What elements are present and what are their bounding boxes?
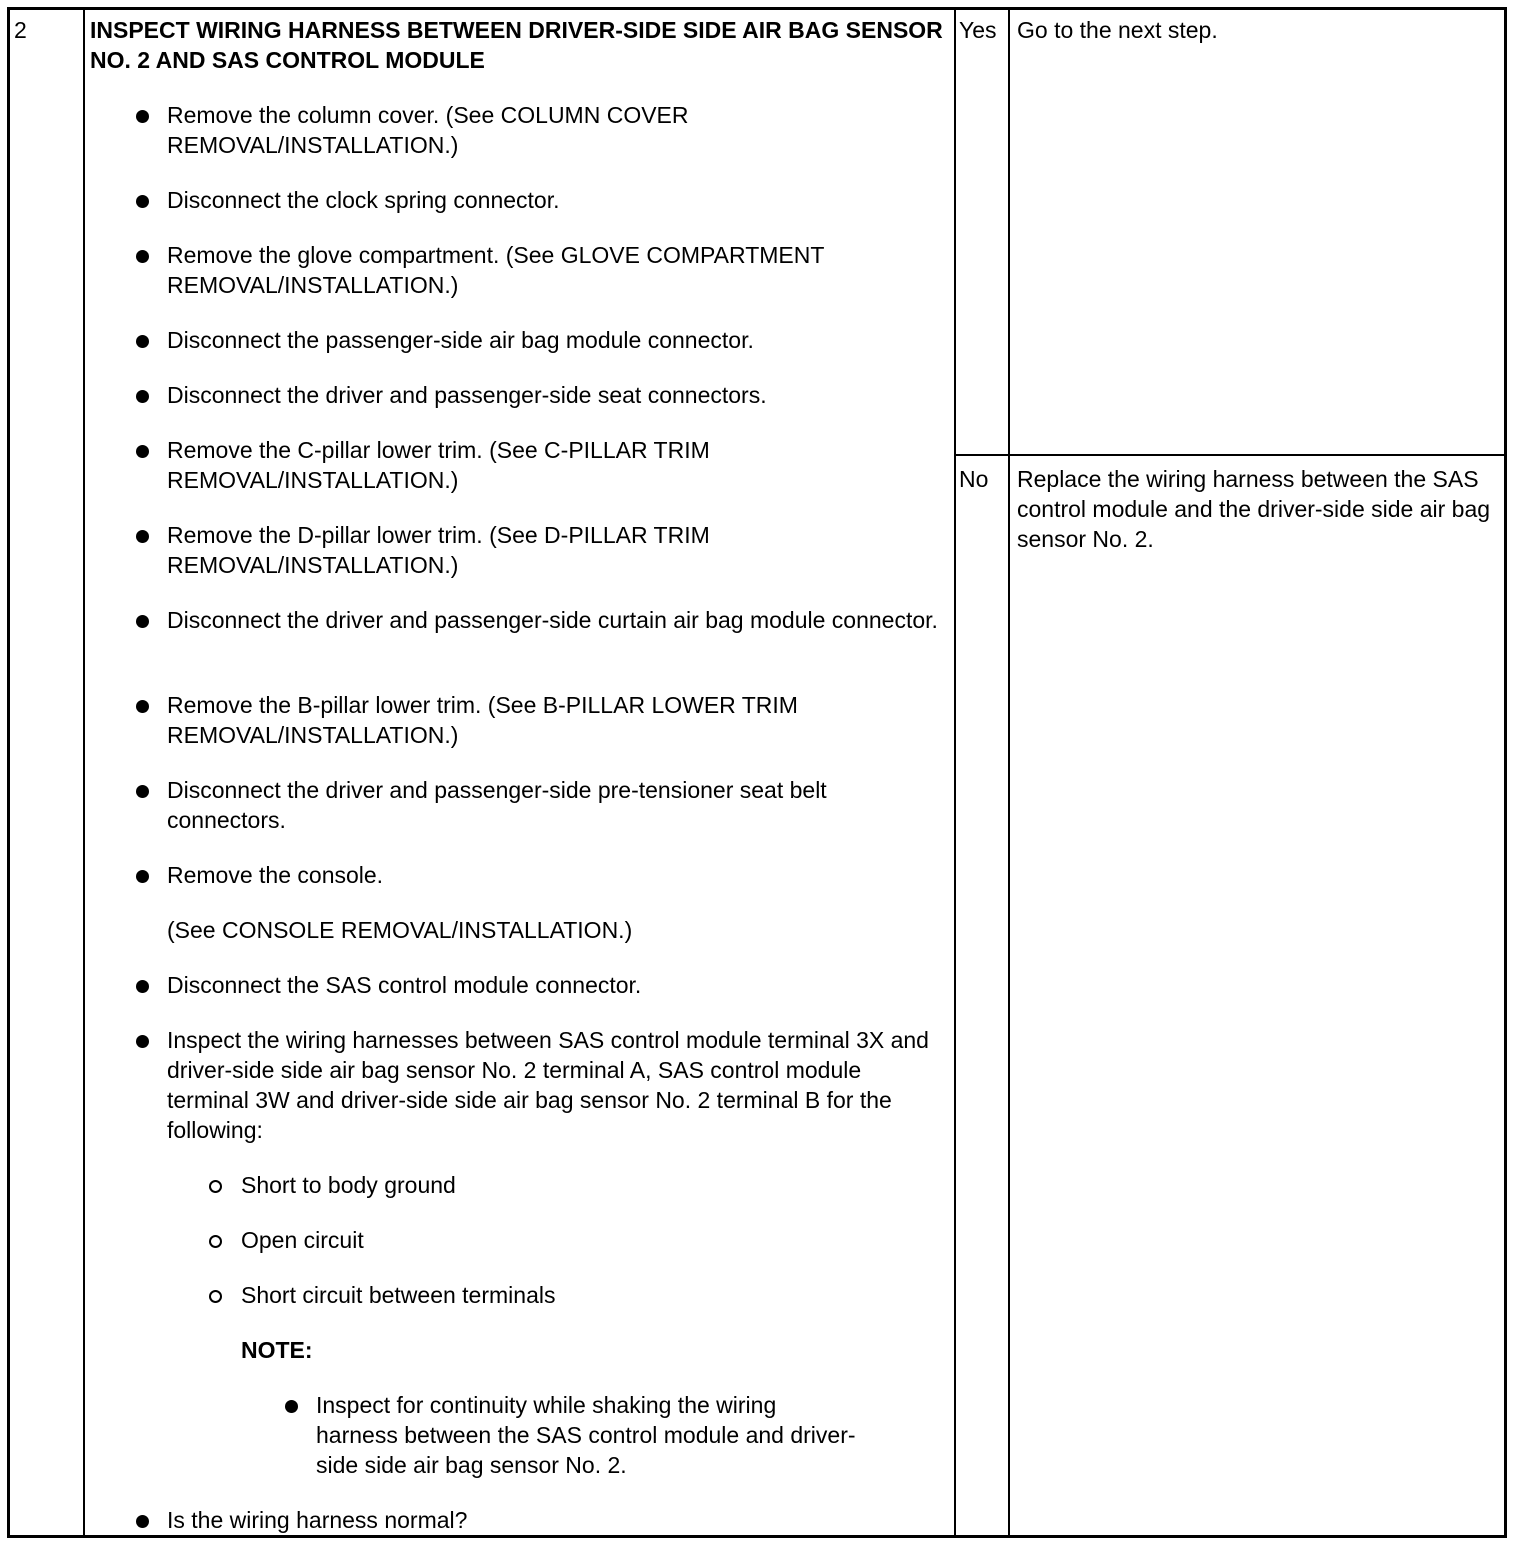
bullet-icon <box>136 1035 149 1048</box>
sub-bullet-icon <box>209 1290 222 1303</box>
procedure-item: Remove the B-pillar lower trim. (See B-PILLAR LOWER TRIM REMOVAL/INSTALLATION.) <box>167 692 798 748</box>
bullet-icon <box>136 390 149 403</box>
sub-item: Short to body ground <box>241 1172 456 1198</box>
column-divider <box>1008 10 1010 1535</box>
procedure-item: Disconnect the driver and passenger-side seat connectors. <box>167 382 767 408</box>
row-divider <box>954 454 1504 456</box>
bullet-icon <box>285 1400 298 1413</box>
procedure-item: Remove the column cover. (See COLUMN COVER REMOVAL/INSTALLATION.) <box>167 102 689 158</box>
bullet-icon <box>136 700 149 713</box>
step-number: 2 <box>14 17 27 43</box>
procedure-item: Disconnect the passenger-side air bag module connector. <box>167 327 754 353</box>
no-label: No <box>959 466 989 492</box>
bullet-icon <box>136 870 149 883</box>
bullet-icon <box>136 615 149 628</box>
sub-item: Open circuit <box>241 1227 364 1253</box>
sub-bullet-icon <box>209 1180 222 1193</box>
inspection-table <box>7 7 1507 1538</box>
no-action: Replace the wiring harness between the SAS control module and the driver-side side air bag sensor No. 2. <box>1017 466 1491 552</box>
bullet-icon <box>136 785 149 798</box>
procedure-item: Inspect the wiring harnesses between SAS control module terminal 3X and driver-side side air bag sensor No. 2 terminal A, SAS control module terminal 3W and driver-side side air bag sensor No. 2 terminal B for the following: <box>167 1027 929 1143</box>
bullet-icon <box>136 445 149 458</box>
procedure-item: Disconnect the driver and passenger-side curtain air bag module connector. <box>167 607 938 633</box>
bullet-icon <box>136 1515 149 1528</box>
sub-item: Short circuit between terminals <box>241 1282 556 1308</box>
bullet-icon <box>136 250 149 263</box>
bullet-icon <box>136 110 149 123</box>
column-divider <box>83 10 85 1535</box>
note-item: Inspect for continuity while shaking the wiring harness between the SAS control module and driver-side side air bag sensor No. 2. <box>316 1392 856 1478</box>
yes-label: Yes <box>959 17 997 43</box>
procedure-item: Disconnect the SAS control module connector. <box>167 972 642 998</box>
column-divider <box>954 10 956 1535</box>
procedure-item: Disconnect the clock spring connector. <box>167 187 560 213</box>
bullet-icon <box>136 980 149 993</box>
bullet-icon <box>136 335 149 348</box>
procedure-item: Disconnect the driver and passenger-side pre-tensioner seat belt connectors. <box>167 777 827 833</box>
procedure-item: Remove the console. <box>167 862 384 888</box>
procedure-item: Remove the C-pillar lower trim. (See C-PILLAR TRIM REMOVAL/INSTALLATION.) <box>167 437 710 493</box>
bullet-icon <box>136 195 149 208</box>
yes-action: Go to the next step. <box>1017 17 1218 43</box>
step-title: INSPECT WIRING HARNESS BETWEEN DRIVER-SIDE SIDE AIR BAG SENSOR NO. 2 AND SAS CONTROL MODULE <box>90 17 943 73</box>
bullet-icon <box>136 530 149 543</box>
sub-bullet-icon <box>209 1235 222 1248</box>
procedure-item: Is the wiring harness normal? <box>167 1507 468 1533</box>
note-label: NOTE: <box>241 1337 313 1363</box>
procedure-item: Remove the glove compartment. (See GLOVE COMPARTMENT REMOVAL/INSTALLATION.) <box>167 242 825 298</box>
procedure-item: Remove the D-pillar lower trim. (See D-PILLAR TRIM REMOVAL/INSTALLATION.) <box>167 522 710 578</box>
console-reference: (See CONSOLE REMOVAL/INSTALLATION.) <box>167 917 633 943</box>
